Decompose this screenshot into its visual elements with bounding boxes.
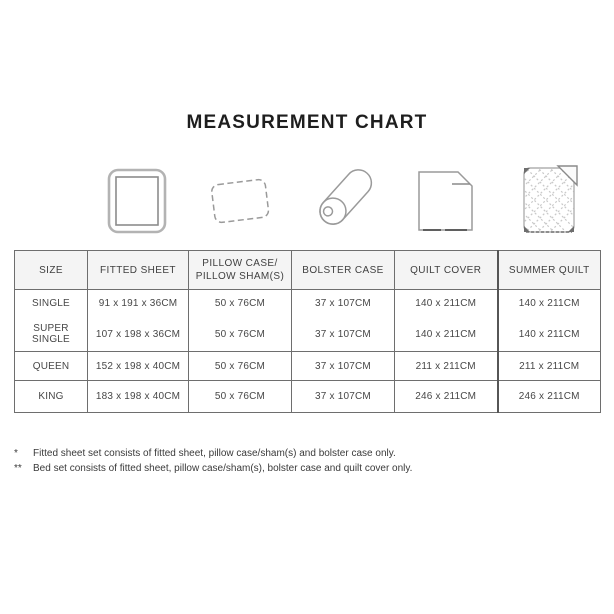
table-cell: 140 x 211CM [498,317,601,352]
product-icons-row [86,160,600,242]
table-row-queen [15,352,601,381]
header-fitted-sheet: FITTED SHEET [88,251,189,290]
header-bolster-case: BOLSTER CASE [292,251,395,290]
table-cell: 37 x 107CM [292,317,395,352]
table-cell: 50 x 76CM [189,317,292,352]
table-cell: 37 x 107CM [292,381,395,413]
table-cell: 152 x 198 x 40CM [88,352,189,381]
fitted-sheet-icon [86,160,189,242]
footnote-text: Fitted sheet set consists of fitted sheet, pillow case/sham(s) and bolster case only. [33,448,396,459]
table-cell: 50 x 76CM [189,352,292,381]
footnotes [14,446,614,476]
table-cell: 50 x 76CM [189,381,292,413]
header-pillow-case: PILLOW CASE/ PILLOW SHAM(S) [189,251,292,290]
pillow-case-icon [189,160,292,242]
table-cell: 37 x 107CM [292,290,395,318]
table-row-single [15,290,601,318]
page-title: MEASUREMENT CHART [186,112,428,133]
table-cell: 140 x 211CM [498,290,601,318]
footnote-fitted-sheet-set [14,446,614,461]
table-cell: 211 x 211CM [498,352,601,381]
summer-quilt-icon [497,160,600,242]
table-cell: 211 x 211CM [395,352,498,381]
header-quilt-cover: QUILT COVER [395,251,498,290]
header-size: SIZE [15,251,88,290]
table-row-king [15,381,601,413]
table-cell: 107 x 198 x 36CM [88,317,189,352]
table-cell: 91 x 191 x 36CM [88,290,189,318]
bolster-icon [292,160,395,242]
table-cell: 246 x 211CM [395,381,498,413]
quilt-cover-icon [394,160,497,242]
table-cell: SUPER SINGLE [15,317,88,352]
table-row-super-single [15,317,601,352]
footnote-text: Bed set consists of fitted sheet, pillow case/sham(s), bolster case and quilt cover only. [33,463,413,474]
footnote-bed-set [14,461,614,476]
table-cell: 246 x 211CM [498,381,601,413]
table-cell: 140 x 211CM [395,290,498,318]
table-cell: 140 x 211CM [395,317,498,352]
table-cell: 183 x 198 x 40CM [88,381,189,413]
table-header-row [15,251,601,290]
table-cell: 50 x 76CM [189,290,292,318]
header-summer-quilt: SUMMER QUILT [498,251,601,290]
table-cell: SINGLE [15,290,88,318]
measurement-table [14,250,601,413]
table-cell: 37 x 107CM [292,352,395,381]
table-cell: QUEEN [15,352,88,381]
footnote-marker: * [14,448,18,459]
footnote-marker: ** [14,463,22,474]
table-cell: KING [15,381,88,413]
